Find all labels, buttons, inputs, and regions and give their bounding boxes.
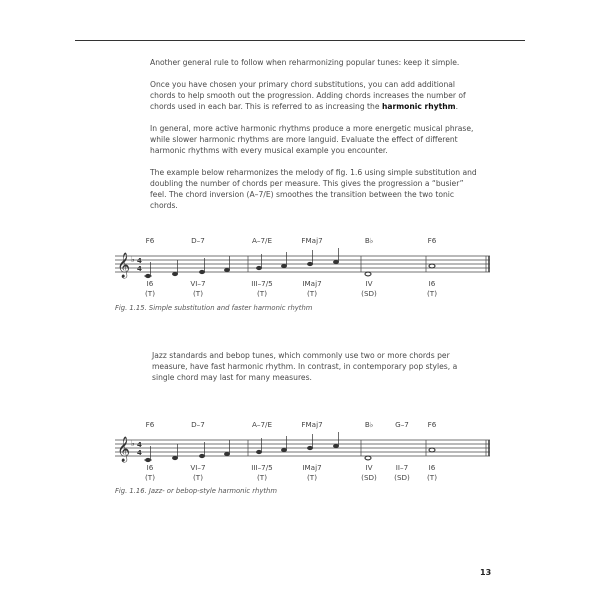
figure-caption: Fig. 1.15. Simple substitution and faster harmonic rhythm <box>115 304 313 312</box>
chord-symbol: F6 <box>427 236 437 245</box>
chord-symbol: B♭ <box>364 236 374 245</box>
chord-symbol: F6 <box>427 420 437 429</box>
roman-numeral: VI–7 <box>190 279 206 288</box>
paragraph-2-end: . <box>455 102 458 111</box>
notes-fig2 <box>144 432 435 462</box>
harmonic-function: (T) <box>307 289 317 298</box>
figure-caption: Fig. 1.16. Jazz- or bebop-style harmonic rhythm <box>115 487 277 495</box>
harmonic-function: (T) <box>427 289 437 298</box>
chord-symbol: A–7/E <box>251 236 273 245</box>
roman-numeral: IMaj7 <box>302 463 322 472</box>
paragraph-2-text: Once you have chosen your primary chord substitutions, you can add additional chords to help smooth out the progression. Adding chords increases the number of chords used in each bar. This is referred to as increasing the <box>150 80 466 111</box>
roman-numeral: I6 <box>146 279 154 288</box>
chord-symbol: F6 <box>145 420 155 429</box>
chord-symbol: FMaj7 <box>301 236 323 245</box>
harmonic-function: (SD) <box>361 473 377 482</box>
treble-clef-icon: 𝄞 <box>117 437 131 462</box>
harmonic-function: (SD) <box>361 289 377 298</box>
harmonic-function: (T) <box>307 473 317 482</box>
harmonic-function: (T) <box>193 289 203 298</box>
notes-fig1 <box>144 248 435 278</box>
roman-numeral: VI–7 <box>190 463 206 472</box>
flat-key-signature-icon: ♭ <box>131 255 135 264</box>
chord-symbol: A–7/E <box>251 420 273 429</box>
roman-numeral: IMaj7 <box>302 279 322 288</box>
harmonic-function: (T) <box>257 289 267 298</box>
chord-symbol: G–7 <box>395 420 409 429</box>
roman-numeral: III–7/5 <box>251 463 273 472</box>
svg-text:4: 4 <box>137 449 142 457</box>
chord-symbol: B♭ <box>364 420 374 429</box>
paragraph-4: The example below reharmonizes the melody of fig. 1.6 using simple substitution and doubling the number of chords per measure. This gives the progression a “busier” feel. The chord inversion (A–7/E) smoothes the transition between the two tonic chords. <box>150 168 477 210</box>
roman-numeral: II–7 <box>395 463 409 472</box>
flat-key-signature-icon: ♭ <box>131 439 135 448</box>
roman-numeral: III–7/5 <box>251 279 273 288</box>
term-harmonic-rhythm: harmonic rhythm <box>381 102 456 111</box>
harmonic-function: (T) <box>145 473 155 482</box>
chord-symbol: FMaj7 <box>301 420 323 429</box>
roman-numeral: I6 <box>428 463 436 472</box>
harmonic-function: (T) <box>427 473 437 482</box>
roman-numeral: I6 <box>428 279 436 288</box>
chord-symbol: D–7 <box>191 236 205 245</box>
harmonic-function: (T) <box>257 473 267 482</box>
svg-text:4: 4 <box>137 257 142 265</box>
chord-symbol: D–7 <box>191 420 205 429</box>
chord-symbol: F6 <box>145 236 155 245</box>
paragraph-5: Jazz standards and bebop tunes, which commonly use two or more chords per measure, have fast harmonic rhythm. In contrast, in contemporary pop styles, a single chord may last for many measures. <box>152 351 458 382</box>
roman-numeral: IV <box>365 279 373 288</box>
harmonic-function: (T) <box>145 289 155 298</box>
svg-text:4: 4 <box>137 441 142 449</box>
svg-text:4: 4 <box>137 265 142 273</box>
harmonic-function: (T) <box>193 473 203 482</box>
paragraph-3: In general, more active harmonic rhythms produce a more energetic musical phrase, while slower harmonic rhythms are more languid. Evaluate the effect of different harmonic rhythms with every musical example you encounter. <box>150 124 474 155</box>
paragraph-1: Another general rule to follow when reharmonizing popular tunes: keep it simple. <box>150 58 460 67</box>
page-number: 13 <box>480 568 492 577</box>
harmonic-function: (SD) <box>394 473 410 482</box>
roman-numeral: I6 <box>146 463 154 472</box>
roman-numeral: IV <box>365 463 373 472</box>
treble-clef-icon: 𝄞 <box>117 253 131 278</box>
